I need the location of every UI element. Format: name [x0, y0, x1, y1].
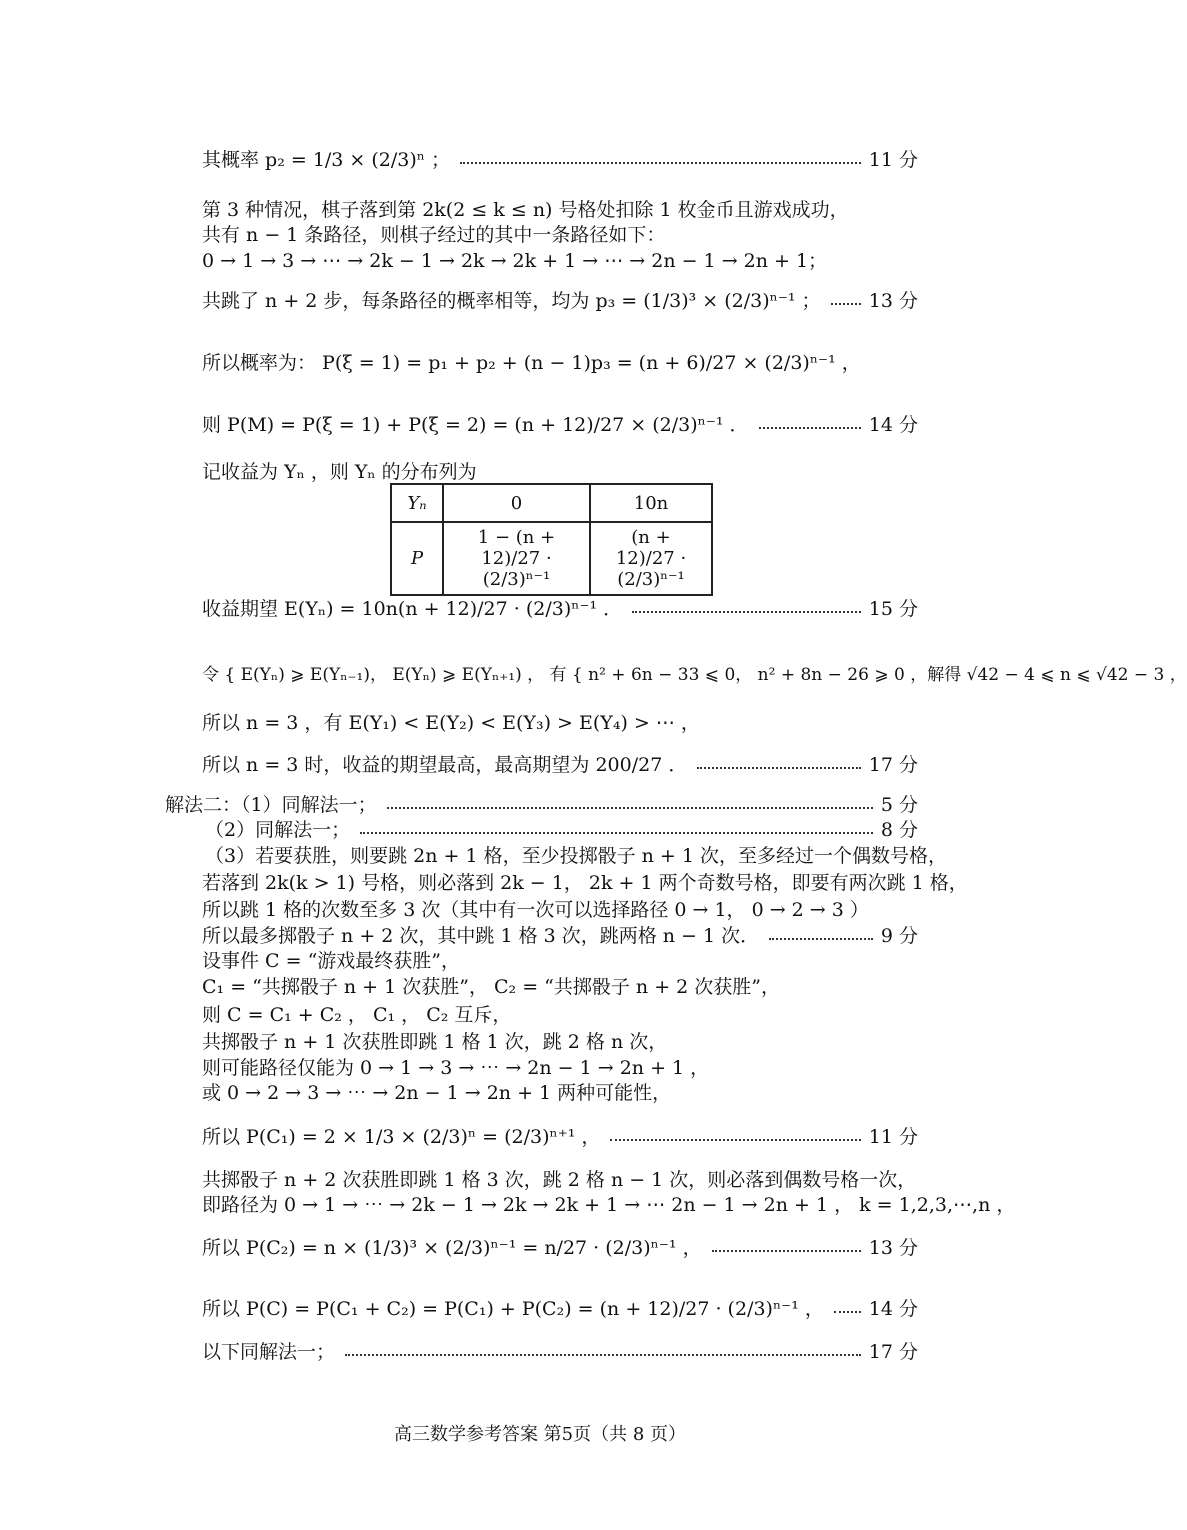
leader-dots	[831, 303, 861, 305]
table-cell: P	[391, 522, 443, 595]
line-text: 令 { E(Yₙ) ⩾ E(Yₙ₋₁)， E(Yₙ) ⩾ E(Yₙ₊₁) ， 有 { n² + 6n − 33 ⩽ 0， n² + 8n − 26 ⩾ 0 ，解得 √42 − 4 ⩽ n ⩽ √42 − 3 ，	[202, 665, 1187, 685]
distribution-table	[390, 483, 713, 596]
line-10	[202, 660, 1187, 685]
line-text: 则 P(M) = P(ξ = 1) + P(ξ = 2) = (n + 12)/27 × (2/3)ⁿ⁻¹ ．	[202, 414, 749, 436]
line-text: 或 0 → 2 → 3 → ⋯ → 2n − 1 → 2n + 1 两种可能性，	[202, 1082, 672, 1104]
line-text: 所以 n = 3 时，收益的期望最高，最高期望为 200/27 ．	[202, 754, 688, 776]
line-8	[202, 457, 918, 484]
line-text: 若落到 2k(k > 1) 号格，则必落到 2k − 1， 2k + 1 两个奇数号格，即要有两次跳 1 格，	[202, 872, 968, 894]
line-9	[202, 594, 918, 621]
line-18	[202, 921, 918, 948]
line-text: 共有 n − 1 条路径，则棋子经过的其中一条路径如下：	[202, 224, 666, 246]
line-text: 所以概率为： P(ξ = 1) = p₁ + p₂ + (n − 1)p₃ = (n + 6)/27 × (2/3)ⁿ⁻¹ ，	[202, 352, 861, 374]
page-footer: 高三数学参考答案 第5页（共 8 页）	[393, 1424, 687, 1445]
score: 9 分	[880, 925, 918, 947]
line-text: 即路径为 0 → 1 → ⋯ → 2k − 1 → 2k → 2k + 1 → ⋯ 2n − 1 → 2n + 1 ， k = 1,2,3,⋯,n ，	[202, 1194, 1016, 1216]
line-11	[202, 708, 918, 735]
line-text: 0 → 1 → 3 → ⋯ → 2k − 1 → 2k → 2k + 1 → ⋯ → 2n − 1 → 2n + 1；	[202, 250, 828, 272]
line-16	[202, 868, 968, 895]
line-4	[202, 246, 918, 273]
line-3	[202, 220, 918, 247]
leader-dots	[697, 767, 860, 769]
score: 11 分	[868, 1126, 918, 1148]
leader-dots	[360, 832, 873, 834]
line-text: 所以最多掷骰子 n + 2 次，其中跳 1 格 3 次，跳两格 n − 1 次．	[202, 925, 760, 947]
line-text: 所以 P(C₁) = 2 × 1/3 × (2/3)ⁿ = (2/3)ⁿ⁺¹ ，	[202, 1126, 601, 1148]
leader-dots	[712, 1250, 861, 1252]
line-text: （2）同解法一；	[205, 819, 351, 841]
line-text: 所以 P(C) = P(C₁ + C₂) = P(C₁) + P(C₂) = (n + 12)/27 · (2/3)ⁿ⁻¹ ，	[202, 1298, 824, 1320]
score: 13 分	[868, 290, 918, 312]
score: 5 分	[880, 794, 918, 816]
score: 17 分	[868, 754, 918, 776]
line-text: C₁ = “共掷骰子 n + 1 次获胜”， C₂ = “共掷骰子 n + 2 次获胜”，	[202, 976, 781, 998]
table-row	[391, 484, 712, 522]
leader-dots	[345, 1354, 861, 1356]
line-23	[202, 1053, 918, 1080]
line-26	[202, 1165, 918, 1192]
table-cell: Yₙ	[391, 484, 443, 522]
line-24	[202, 1078, 918, 1105]
line-13	[165, 790, 918, 817]
score: 8 分	[880, 819, 918, 841]
line-2	[202, 195, 918, 222]
line-text: 则可能路径仅能为 0 → 1 → 3 → ⋯ → 2n − 1 → 2n + 1 ，	[202, 1057, 710, 1079]
leader-dots	[834, 1311, 861, 1313]
line-29	[202, 1294, 918, 1321]
table-cell: 1 − (n + 12)/27 · (2/3)ⁿ⁻¹	[443, 522, 590, 595]
score: 17 分	[868, 1341, 918, 1363]
line-text: 设事件 C = “游戏最终获胜”，	[202, 950, 461, 972]
score: 13 分	[868, 1237, 918, 1259]
table-cell: 0	[443, 484, 590, 522]
line-text: 收益期望 E(Yₙ) = 10n(n + 12)/27 · (2/3)ⁿ⁻¹ ．	[202, 598, 623, 620]
line-25	[202, 1122, 918, 1149]
line-text: 解法二：（1）同解法一；	[165, 794, 377, 816]
line-7	[202, 410, 918, 437]
score: 14 分	[868, 1298, 918, 1320]
line-21	[202, 1000, 918, 1027]
line-text: 共跳了 n + 2 步，每条路径的概率相等，均为 p₃ = (1/3)³ × (2/3)ⁿ⁻¹ ；	[202, 290, 821, 312]
line-15	[205, 841, 947, 868]
line-text: 共掷骰子 n + 2 次获胜即跳 1 格 3 次，跳 2 格 n − 1 次，则必落到偶数号格一次，	[202, 1169, 917, 1191]
leader-dots	[759, 427, 861, 429]
line-text: 其概率 p₂ = 1/3 × (2/3)ⁿ ；	[202, 149, 451, 171]
line-text: 所以 n = 3 ，有 E(Y₁) < E(Y₂) < E(Y₃) > E(Y₄) > ⋯ ，	[202, 712, 700, 734]
line-text: 则 C = C₁ + C₂ ， C₁ ， C₂ 互斥，	[202, 1004, 512, 1026]
line-text: 共掷骰子 n + 1 次获胜即跳 1 格 1 次，跳 2 格 n 次，	[202, 1031, 668, 1053]
table-row	[391, 522, 712, 595]
line-text: 所以 P(C₂) = n × (1/3)³ × (2/3)ⁿ⁻¹ = n/27 · (2/3)ⁿ⁻¹ ，	[202, 1237, 702, 1259]
score: 11 分	[868, 149, 918, 171]
line-6	[202, 348, 918, 375]
line-20	[202, 972, 918, 999]
leader-dots	[610, 1139, 860, 1141]
score: 15 分	[868, 598, 918, 620]
line-12	[202, 750, 918, 777]
line-19	[202, 946, 918, 973]
line-text: （3）若要获胜，则要跳 2n + 1 格，至少投掷骰子 n + 1 次，至多经过一个偶数号格，	[205, 845, 947, 867]
leader-dots	[460, 162, 861, 164]
line-text: 所以跳 1 格的次数至多 3 次（其中有一次可以选择路径 0 → 1， 0 → 2 → 3 ）	[202, 899, 869, 921]
line-28	[202, 1233, 918, 1260]
line-text: 第 3 种情况，棋子落到第 2k(2 ≤ k ≤ n) 号格处扣除 1 枚金币且游戏成功，	[202, 199, 849, 221]
score: 14 分	[868, 414, 918, 436]
line-1	[202, 145, 918, 172]
line-5	[202, 286, 918, 313]
line-text: 记收益为 Yₙ ，则 Yₙ 的分布列为	[202, 461, 477, 483]
line-30	[202, 1337, 918, 1364]
leader-dots	[387, 807, 873, 809]
leader-dots	[632, 611, 861, 613]
line-17	[202, 895, 918, 922]
table-cell: 10n	[590, 484, 712, 522]
line-text: 以下同解法一；	[202, 1341, 336, 1363]
line-27	[202, 1190, 1016, 1217]
table-cell: (n + 12)/27 · (2/3)ⁿ⁻¹	[590, 522, 712, 595]
line-22	[202, 1027, 918, 1054]
leader-dots	[769, 938, 873, 940]
line-14	[205, 815, 918, 842]
